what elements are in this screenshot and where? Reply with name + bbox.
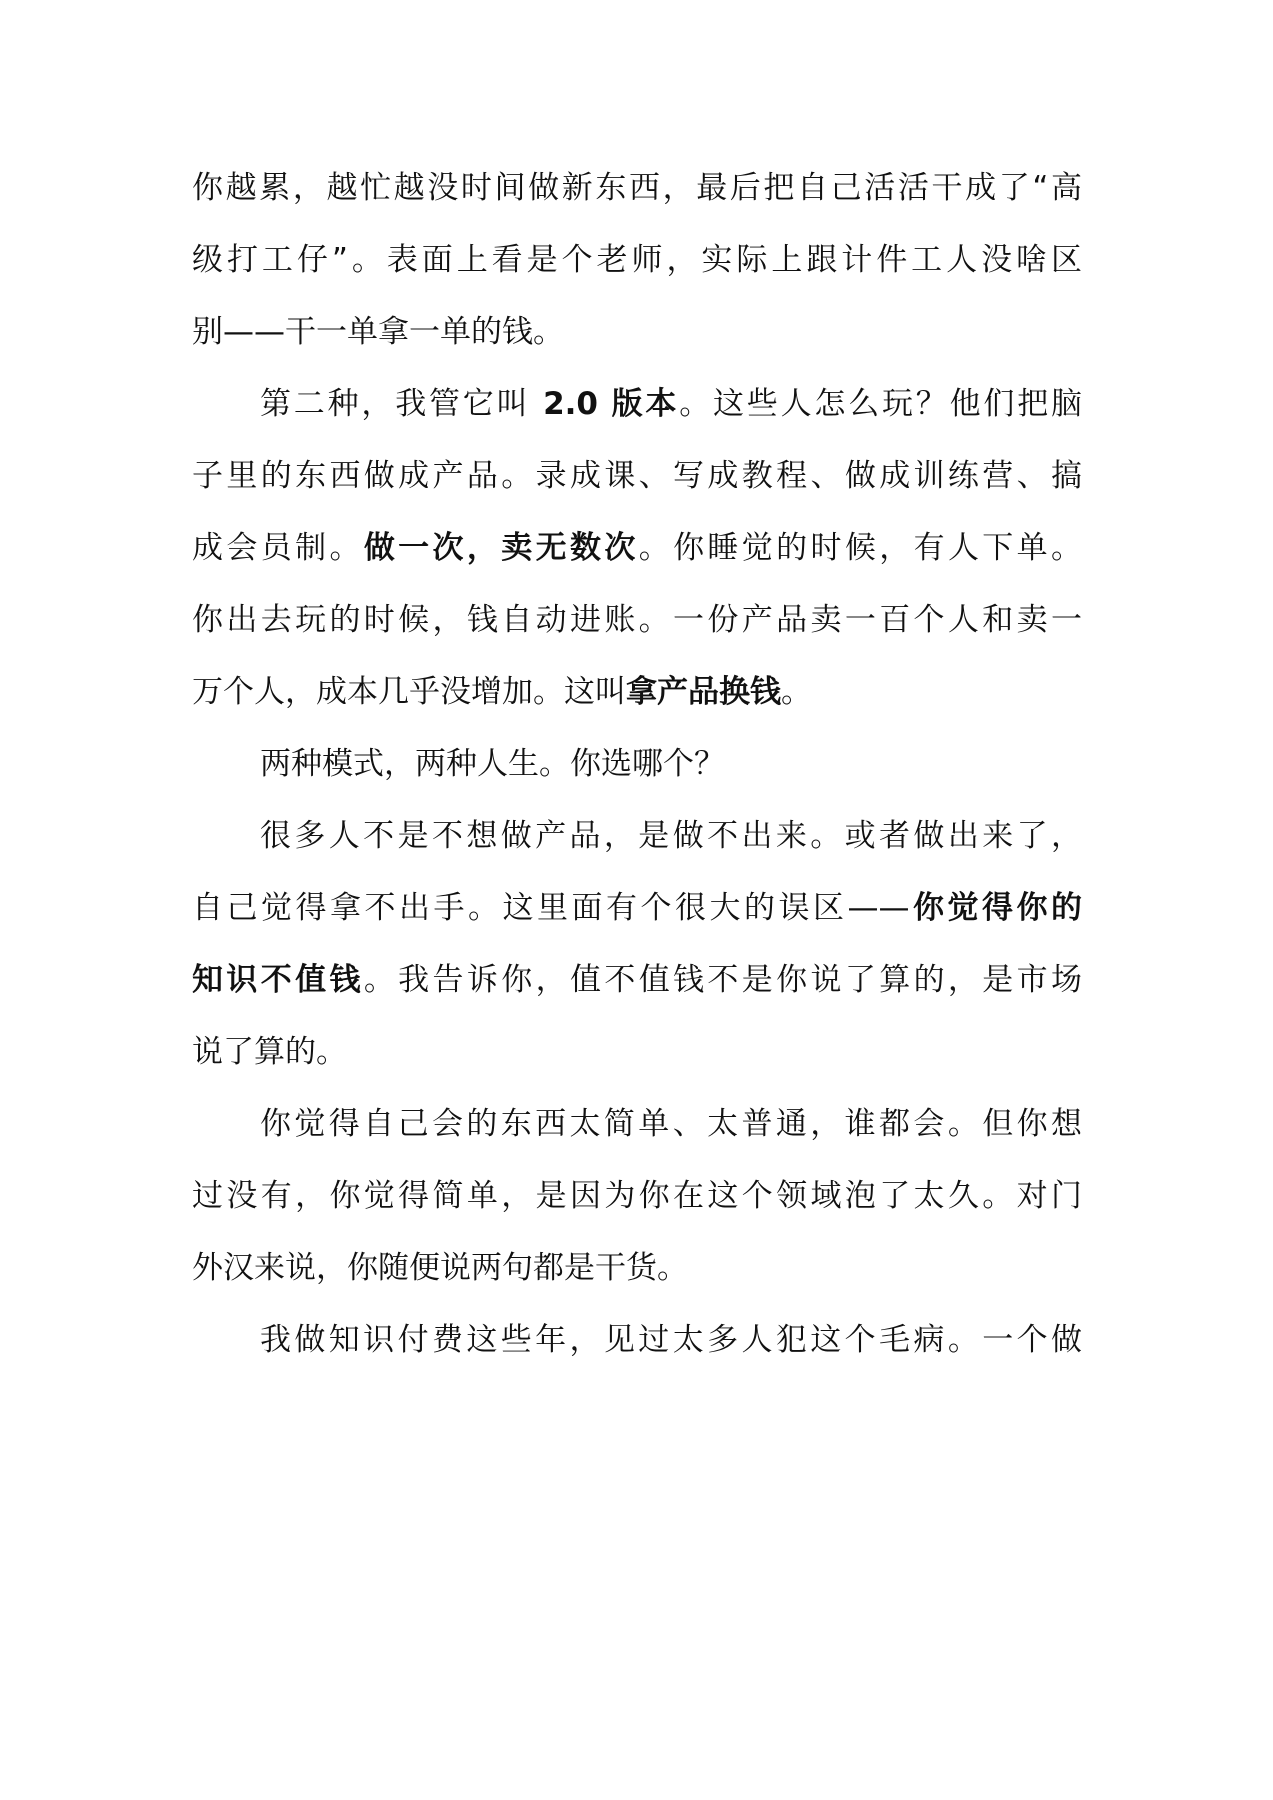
paragraph-3-line-1: 两种模式，两种人生。你选哪个？ (260, 746, 725, 782)
paragraph-4-line-4: 说了算的。 (192, 1034, 347, 1070)
bold-knowledge-worthless: 知识不值钱 (192, 962, 364, 998)
paragraph-2-line-1: 第二种，我管它叫 2.0 版本。这些人怎么玩？他们把脑 (260, 386, 1082, 422)
paragraph-4-line-3: 知识不值钱。我告诉你，值不值钱不是你说了算的，是市场 (192, 962, 1083, 998)
bold-make-once-sell-many: 做一次，卖无数次 (363, 530, 639, 566)
bold-version-2-0: 2.0 版本 (543, 386, 680, 422)
paragraph-5-line-3: 外汉来说，你随便说两句都是干货。 (192, 1250, 688, 1286)
bold-you-think-your: 你觉得你的 (909, 890, 1082, 926)
paragraph-1-line-1: 你越累，越忙越没时间做新东西，最后把自己活活干成了“高 (192, 170, 1082, 206)
paragraph-5-line-2: 过没有，你觉得简单，是因为你在这个领域泡了太久。对门 (192, 1178, 1082, 1214)
paragraph-6-line-1: 我做知识付费这些年，见过太多人犯这个毛病。一个做 (260, 1322, 1082, 1358)
paragraph-2-line-4: 你出去玩的时候，钱自动进账。一份产品卖一百个人和卖一 (192, 602, 1082, 638)
paragraph-2-line-3: 成会员制。做一次，卖无数次。你睡觉的时候，有人下单。 (192, 530, 1083, 566)
paragraph-1-line-2: 级打工仔”。表面上看是个老师，实际上跟计件工人没啥区 (192, 242, 1082, 278)
bold-product-for-money: 拿产品换钱 (626, 674, 781, 710)
paragraph-4-line-2: 自己觉得拿不出手。这里面有个很大的误区——你觉得你的 (192, 890, 1082, 926)
paragraph-1-line-3: 别——干一单拿一单的钱。 (192, 314, 564, 350)
paragraph-4-line-1: 很多人不是不想做产品，是做不出来。或者做出来了， (260, 818, 1082, 854)
paragraph-2-line-5: 万个人，成本几乎没增加。这叫拿产品换钱。 (192, 674, 812, 710)
paragraph-2-line-2: 子里的东西做成产品。录成课、写成教程、做成训练营、搞 (192, 458, 1082, 494)
paragraph-5-line-1: 你觉得自己会的东西太简单、太普通，谁都会。但你想 (260, 1106, 1082, 1142)
